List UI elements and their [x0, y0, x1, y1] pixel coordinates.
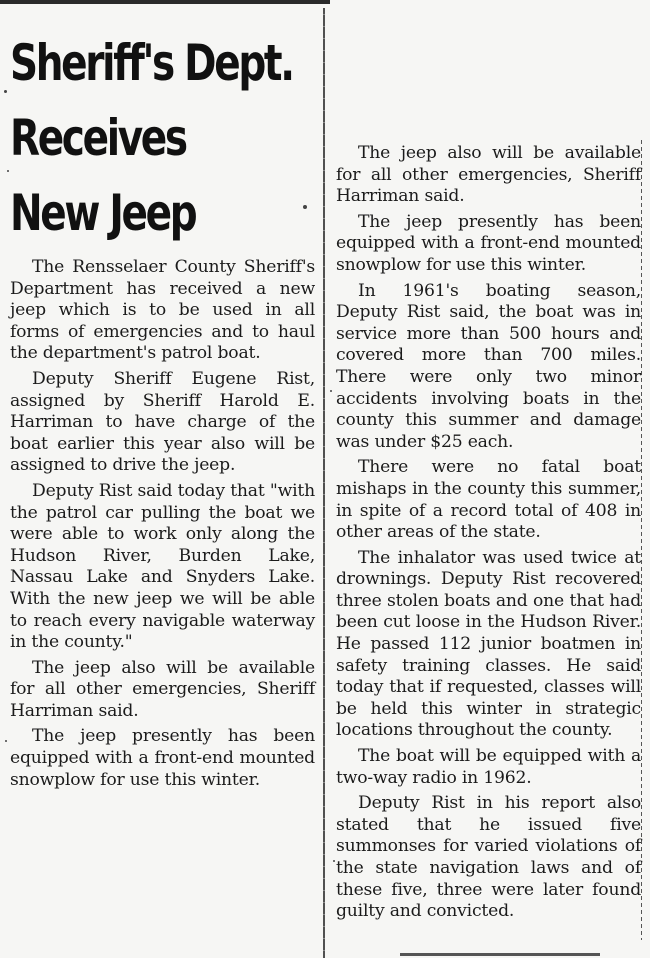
- scan-speck: [303, 205, 307, 209]
- left-column: [10, 257, 315, 795]
- paragraph: In 1961's boating season, Deputy Rist said, the boat was in service more than 500 hours and covered more than 700 miles. There were only two minor accidents involving boats in the county this summer and damage was under $25 each.: [336, 280, 641, 452]
- bottom-rule: [400, 953, 600, 956]
- paragraph: There were no fatal boat mishaps in the county this summer, in spite of a record total of 408 in other areas of the state.: [336, 457, 641, 543]
- paragraph: Deputy Rist said today that "with the patrol car pulling the boat we were able to work only along the Hudson River, Burden Lake, Nassau Lake and Snyders Lake. With the new jeep we will be able to reach every navigable waterway in the county.": [10, 480, 315, 653]
- headline-line-2: Receives: [10, 109, 186, 167]
- headline-line-3: New Jeep: [10, 184, 196, 242]
- paragraph: The jeep presently has been equipped with a front-end mounted snowplow for use this winter.: [10, 726, 315, 790]
- scan-speck: [4, 90, 7, 93]
- headline-line-1: Sheriff's Dept.: [10, 34, 293, 92]
- scan-speck: [330, 390, 332, 392]
- paragraph: Deputy Sheriff Eugene Rist, assigned by Sheriff Harold E. Harriman to have charge of the boat earlier this year also will be assigned to drive the jeep.: [10, 368, 315, 476]
- scan-speck: [7, 170, 9, 172]
- right-edge-rule: [641, 140, 642, 940]
- paragraph: The boat will be equipped with a two-way radio in 1962.: [336, 746, 641, 788]
- right-column: [336, 143, 641, 927]
- paragraph: The jeep also will be available for all other emergencies, Sheriff Harriman said.: [336, 143, 641, 207]
- headline: [10, 26, 293, 251]
- paragraph: Deputy Rist in his report also stated that he issued five summonses for varied violations of the state navigation laws and of these five, three were later found guilty and convicted.: [336, 793, 641, 922]
- column-divider: [323, 8, 325, 958]
- scan-speck: [5, 740, 7, 742]
- paragraph: The jeep also will be available for all other emergencies, Sheriff Harriman said.: [10, 657, 315, 721]
- paragraph: The inhalator was used twice at drownings. Deputy Rist recovered three stolen boats and one that had been cut loose in the Hudson River. He passed 112 junior boatmen in safety training classes. He said today that if requested, classes will be held this winter in strategic locations throughout the county.: [336, 547, 641, 741]
- top-rule: [0, 0, 330, 4]
- scan-speck: [333, 860, 335, 862]
- paragraph: The Rensselaer County Sheriff's Department has received a new jeep which is to be used in all forms of emergencies and to haul the department's patrol boat.: [10, 257, 315, 364]
- paragraph: The jeep presently has been equipped with a front-end mounted snowplow for use this winter.: [336, 211, 641, 275]
